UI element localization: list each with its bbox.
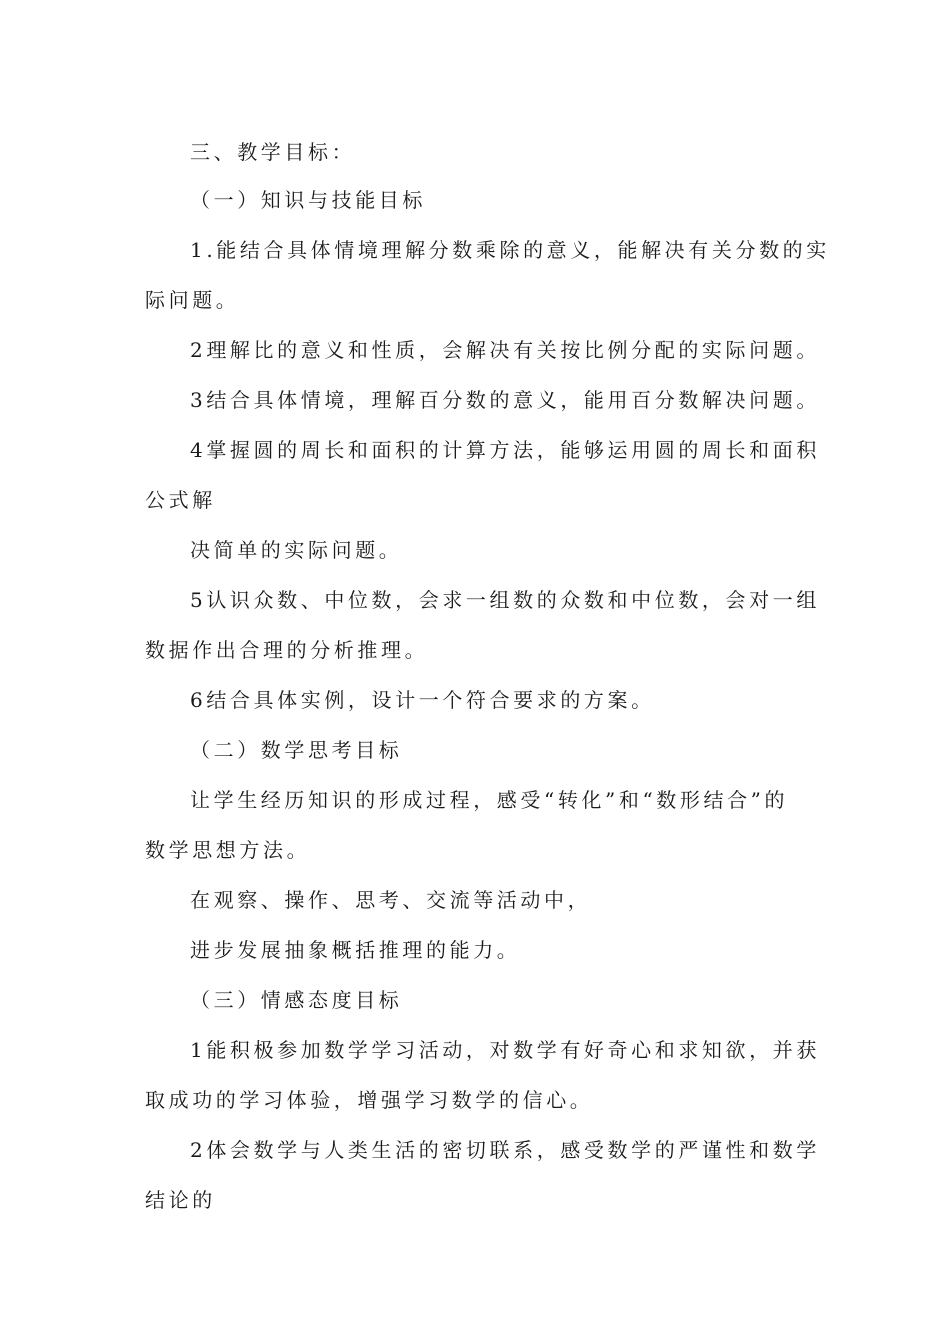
paragraph-line: 公式解	[145, 488, 216, 512]
paragraph-line: 5认识众数、中位数，会求一组数的众数和中位数，会对一组	[190, 588, 820, 612]
section-heading: 三、教学目标：	[190, 140, 356, 164]
paragraph-line: 进步发展抽象概括推理的能力。	[190, 938, 521, 962]
paragraph-line: 2理解比的意义和性质，会解决有关按比例分配的实际问题。	[190, 338, 820, 362]
subsection-title: （一）知识与技能目标	[190, 188, 426, 212]
paragraph-line: 在观察、操作、思考、交流等活动中，	[190, 888, 592, 912]
paragraph-line: 数据作出合理的分析推理。	[145, 638, 429, 662]
paragraph-line: 3结合具体情境，理解百分数的意义，能用百分数解决问题。	[190, 388, 820, 412]
subsection-title: （三）情感态度目标	[190, 988, 403, 1012]
paragraph-line: 让学生经历知识的形成过程，感受“转化”和“数形结合”的	[190, 788, 789, 812]
paragraph-line: 数学思想方法。	[145, 838, 311, 862]
paragraph-line: 决简单的实际问题。	[190, 538, 403, 562]
paragraph-line: 6结合具体实例，设计一个符合要求的方案。	[190, 688, 655, 712]
paragraph-line: 际问题。	[145, 288, 240, 312]
paragraph-line: 取成功的学习体验，增强学习数学的信心。	[145, 1088, 594, 1112]
paragraph-line: 4掌握圆的周长和面积的计算方法，能够运用圆的周长和面积	[190, 438, 820, 462]
paragraph-line: 2体会数学与人类生活的密切联系，感受数学的严谨性和数学	[190, 1138, 820, 1162]
subsection-title: （二）数学思考目标	[190, 738, 403, 762]
paragraph-line: 1能积极参加数学学习活动，对数学有好奇心和求知欲，并获	[190, 1038, 820, 1062]
paragraph-line: 1.能结合具体情境理解分数乘除的意义，能解决有关分数的实	[190, 238, 830, 262]
paragraph-line: 结论的	[145, 1188, 216, 1212]
